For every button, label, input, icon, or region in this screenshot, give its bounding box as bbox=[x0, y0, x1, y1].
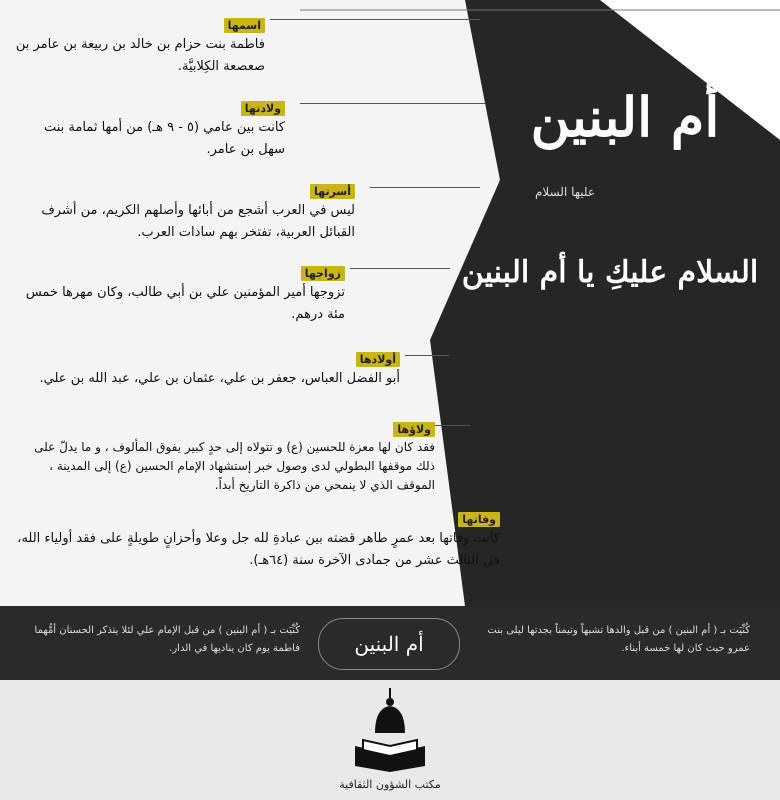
entry-name bbox=[15, 14, 265, 78]
entry-marriage bbox=[15, 262, 345, 326]
connector-line bbox=[350, 268, 450, 269]
band-right-text: كُنِّيَت بـ ( أم البنين ) من قبل والدها تشبهاً وتيمناً بجدتها ليلى بنت عمرو حيث كان لها خمسة أبناء. bbox=[487, 625, 750, 654]
connector-line bbox=[435, 425, 470, 426]
entry-text: ليس في العرب أشجع من أبائها وأصلهم الكريم، من أشرف القبائل العربية، تفتخر بهم سادات العرب. bbox=[41, 203, 355, 241]
entry-family bbox=[15, 180, 355, 244]
book-logo-icon bbox=[345, 688, 435, 776]
entry-label: ولادتها bbox=[241, 101, 285, 116]
main-title: أم البنين bbox=[530, 85, 720, 149]
connector-line bbox=[270, 19, 480, 20]
salutation: السلام عليكِ يا أم البنين bbox=[461, 255, 759, 290]
entry-children bbox=[15, 348, 400, 390]
entry-text: أبو الفضل العباس، جعفر بن علي، عثمان بن علي، عبد الله بن علي. bbox=[39, 371, 400, 386]
entry-death bbox=[15, 508, 500, 572]
entry-label: اسمها bbox=[224, 18, 265, 33]
entry-label: أولادها bbox=[356, 352, 400, 367]
entry-text: كانت بين عامي (٥ - ٩ هـ) من أمها ثمامة بنت سهل بن عامر. bbox=[43, 120, 285, 158]
entry-loyalty bbox=[15, 418, 435, 496]
entry-text: تزوجها أمير المؤمنين علي بن أبي طالب، وكان مهرها خمس مئة درهم. bbox=[25, 285, 345, 323]
connector-line bbox=[300, 103, 485, 104]
entry-text: فقد كان لها معزة للحسين (ع) و تتولاه إلى حدٍ كبير يفوق المألوف ، و ما يدلّ على ذلك موقفها البطولي لدى وصول خبر إستشهاد الإمام الحسين (ع) إلى المدينة ، الموقف الذي لا ينمحي من ذاكرة التاريخ أبداً. bbox=[34, 440, 435, 493]
footer-caption: مكتب الشؤون الثقافية bbox=[339, 778, 441, 791]
entry-text: فاطمة بنت حزام بن خالد بن ربيعة بن عامر بن صعصعة الكِلابيَّة. bbox=[15, 37, 265, 75]
band-left-text: كُنِّيَت بـ ( أم البنين ) من قبل الإمام علي لئلا يتذكر الحسنان أمُّهما فاطمة يوم كان يناديها في الدار. bbox=[34, 625, 300, 654]
entry-label: زواجها bbox=[301, 266, 345, 281]
entry-text: كانت وفاتها بعد عمرٍ طاهر قضته بين عبادةِ لله جل وعلا وأحزانٍ طويلةٍ على فقد أولياء الله، في الثالث عشر من جمادى الآخرة سنة (٦٤هـ). bbox=[17, 531, 500, 569]
entry-label: أسرتها bbox=[310, 184, 355, 199]
connector-line bbox=[370, 187, 480, 188]
connector-line bbox=[405, 355, 450, 356]
honorific: عليها السلام bbox=[535, 185, 596, 199]
entry-label: ولاؤها bbox=[393, 422, 435, 437]
entry-birth bbox=[15, 97, 285, 161]
entry-label: وفاتها bbox=[458, 512, 500, 527]
band-center-emblem: أم البنين bbox=[318, 618, 460, 670]
